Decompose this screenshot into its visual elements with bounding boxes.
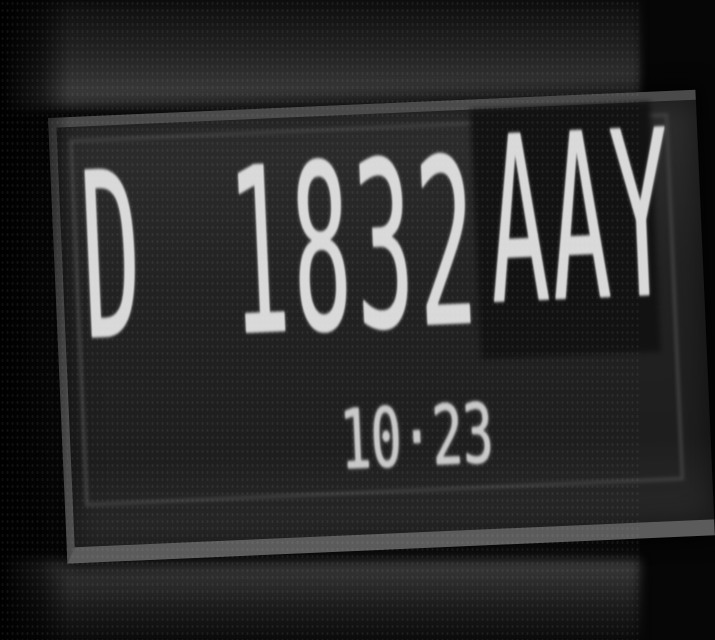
plate-prefix: D — [76, 123, 147, 393]
plate-number: 1832 — [224, 110, 486, 389]
plate-date-sticker: 10·23 — [338, 386, 496, 489]
license-plate — [48, 81, 715, 564]
blurred-bottom-background — [0, 560, 640, 640]
plate-suffix: AAY — [483, 81, 680, 357]
left-vignette — [0, 0, 70, 640]
